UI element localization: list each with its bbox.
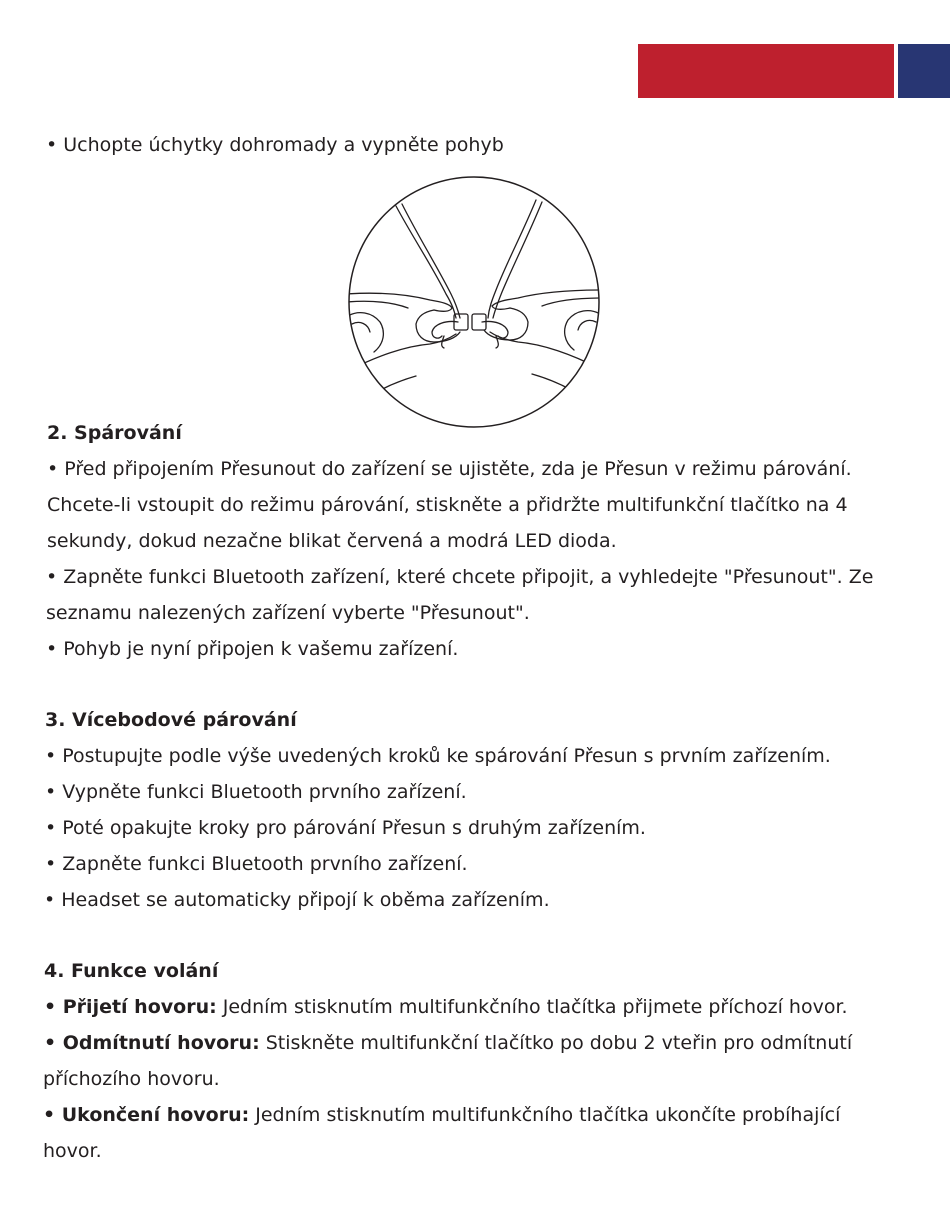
section2-line: sekundy, dokud nezačne blikat červená a modrá LED dioda. <box>47 530 617 552</box>
call-answer-label: • Přijetí hovoru: <box>44 996 217 1018</box>
call-reject-text: Stiskněte multifunkční tlačítko po dobu 2 vteřin pro odmítnutí <box>259 1032 853 1054</box>
call-end-label: • Ukončení hovoru: <box>43 1104 250 1126</box>
section2-line: • Zapněte funkci Bluetooth zařízení, které chcete připojit, a vyhledejte "Přesunout". Ze <box>46 566 874 588</box>
section3-line: • Postupujte podle výše uvedených kroků ke spárování Přesun s prvním zařízením. <box>45 745 831 767</box>
section3-heading: 3. Vícebodové párování <box>45 709 297 731</box>
call-end-text: Jedním stisknutím multifunkčního tlačítka ukončíte probíhající <box>249 1104 841 1126</box>
call-reject-label: • Odmítnutí hovoru: <box>44 1032 260 1054</box>
hands-joining-magnetic-earbuds-icon <box>346 176 602 428</box>
section2-line: seznamu nalezených zařízení vyberte "Přesunout". <box>46 602 530 624</box>
section3-line: • Zapněte funkci Bluetooth prvního zařízení. <box>45 853 468 875</box>
intro-bullet: • Uchopte úchytky dohromady a vypněte pohyb <box>46 134 504 156</box>
section3-line: • Headset se automaticky připojí k oběma zařízením. <box>44 889 550 911</box>
section2-line: • Před připojením Přesunout do zařízení se ujistěte, zda je Přesun v režimu párování. <box>47 458 852 480</box>
call-answer-line <box>44 989 950 1025</box>
call-end-line <box>43 1097 950 1133</box>
header-blue-band <box>898 44 950 98</box>
section3-line: • Vypněte funkci Bluetooth prvního zařízení. <box>45 781 467 803</box>
section4-heading: 4. Funkce volání <box>44 960 219 982</box>
call-end-cont: hovor. <box>43 1140 102 1162</box>
call-reject-cont: příchozího hovoru. <box>43 1068 220 1090</box>
call-reject-line <box>44 1025 950 1061</box>
section2-line: Chcete-li vstoupit do režimu párování, stiskněte a přidržte multifunkční tlačítko na 4 <box>47 494 848 516</box>
section2-line: • Pohyb je nyní připojen k vašemu zařízení. <box>46 638 459 660</box>
call-answer-text: Jedním stisknutím multifunkčního tlačítka přijmete příchozí hovor. <box>216 996 848 1018</box>
section2-heading: 2. Spárování <box>47 422 182 444</box>
section3-line: • Poté opakujte kroky pro párování Přesun s druhým zařízením. <box>45 817 646 839</box>
header-red-band <box>638 44 894 98</box>
